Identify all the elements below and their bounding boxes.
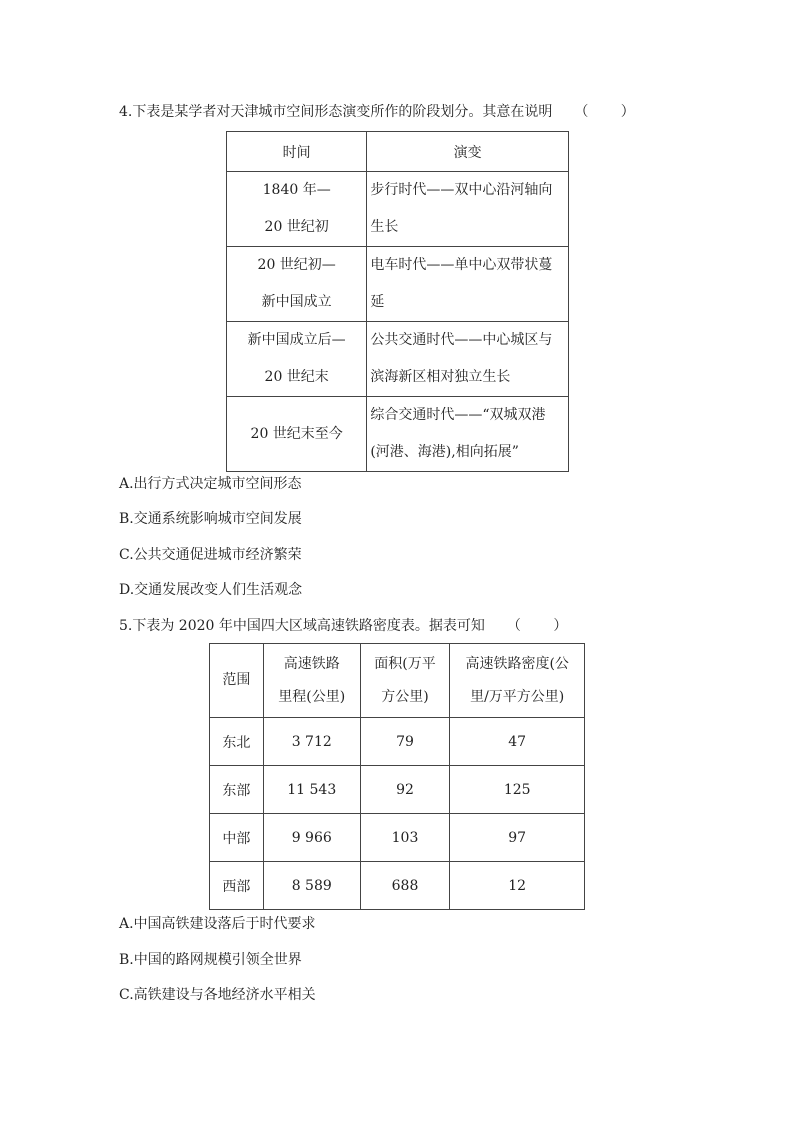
answer-bracket: （ ） xyxy=(506,618,582,634)
table-row xyxy=(227,172,569,247)
density-cell: 97 xyxy=(450,814,585,862)
time-cell: 1840 年— 20 世纪初 xyxy=(227,172,367,247)
table-row xyxy=(210,862,585,910)
q5-option-c[interactable]: C.高铁建设与各地经济水平相关 xyxy=(119,987,316,1003)
q4-option-b[interactable]: B.交通系统影响城市空间发展 xyxy=(119,511,302,527)
question-4-stem xyxy=(119,102,649,122)
change-cell: 电车时代——单中心双带状蔓 延 xyxy=(367,247,569,322)
change-cell: 综合交通时代——“双城双港 (河港、海港),相向拓展” xyxy=(367,397,569,472)
area-cell: 103 xyxy=(360,814,450,862)
region-cell: 东北 xyxy=(210,718,264,766)
answer-bracket: （ ） xyxy=(574,104,649,120)
question-5-text: 5.下表为 2020 年中国四大区域高速铁路密度表。据表可知 xyxy=(119,618,485,634)
question-4-text: 4.下表是某学者对天津城市空间形态演变所作的阶段划分。其意在说明 xyxy=(119,104,553,120)
question-5-stem xyxy=(119,616,581,636)
time-cell: 新中国成立后— 20 世纪末 xyxy=(227,322,367,397)
table-row xyxy=(227,322,569,397)
table-row xyxy=(210,718,585,766)
header-time: 时间 xyxy=(227,132,367,172)
mileage-cell: 9 966 xyxy=(263,814,360,862)
density-cell: 47 xyxy=(450,718,585,766)
q4-option-d[interactable]: D.交通发展改变人们生活观念 xyxy=(119,582,303,598)
density-cell: 12 xyxy=(450,862,585,910)
table-row xyxy=(210,814,585,862)
table-row xyxy=(227,397,569,472)
time-cell: 20 世纪初— 新中国成立 xyxy=(227,247,367,322)
density-cell: 125 xyxy=(450,766,585,814)
region-cell: 中部 xyxy=(210,814,264,862)
railway-density-table xyxy=(209,643,585,910)
area-cell: 79 xyxy=(360,718,450,766)
header-region: 范围 xyxy=(210,644,264,718)
q4-option-a[interactable]: A.出行方式决定城市空间形态 xyxy=(119,476,302,492)
q4-option-c[interactable]: C.公共交通促进城市经济繁荣 xyxy=(119,547,302,563)
q5-option-b[interactable]: B.中国的路网规模引领全世界 xyxy=(119,952,302,968)
change-cell: 公共交通时代——中心城区与 滨海新区相对独立生长 xyxy=(367,322,569,397)
area-cell: 92 xyxy=(360,766,450,814)
mileage-cell: 3 712 xyxy=(263,718,360,766)
area-cell: 688 xyxy=(360,862,450,910)
mileage-cell: 11 543 xyxy=(263,766,360,814)
table-row xyxy=(227,247,569,322)
region-cell: 东部 xyxy=(210,766,264,814)
tianjin-stage-table xyxy=(226,131,569,472)
time-cell: 20 世纪末至今 xyxy=(227,397,367,472)
region-cell: 西部 xyxy=(210,862,264,910)
q5-option-a[interactable]: A.中国高铁建设落后于时代要求 xyxy=(119,916,316,932)
change-cell: 步行时代——双中心沿河轴向 生长 xyxy=(367,172,569,247)
table-header-row xyxy=(227,132,569,172)
table-row xyxy=(210,766,585,814)
table-header-row xyxy=(210,644,585,718)
header-mileage: 高速铁路 里程(公里) xyxy=(263,644,360,718)
mileage-cell: 8 589 xyxy=(263,862,360,910)
header-change: 演变 xyxy=(367,132,569,172)
header-density: 高速铁路密度(公 里/万平方公里) xyxy=(450,644,585,718)
header-area: 面积(万平 方公里) xyxy=(360,644,450,718)
